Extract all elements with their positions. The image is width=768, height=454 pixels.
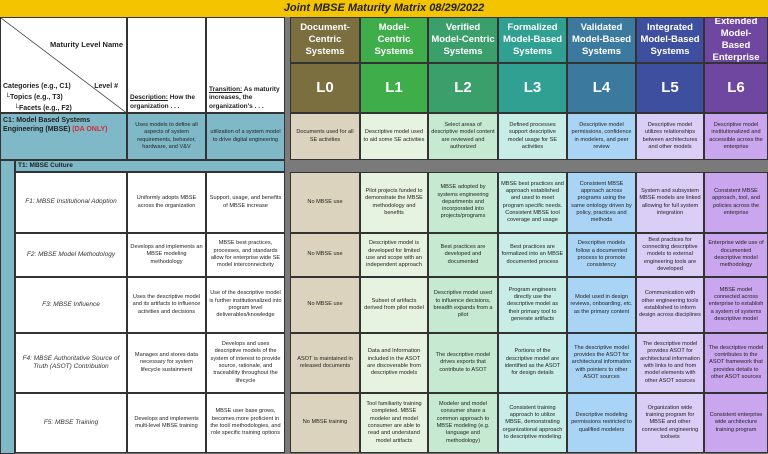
level-number-label: Level # [94, 83, 118, 90]
category-cell-L3: Defined processes support descriptive model usage for SE activities [498, 113, 567, 160]
facet-cell-L2: Modeler and model consumer share a common approach to MBSE modeling (e.g. language and methodology) [428, 393, 498, 453]
facet-cell-L5: The descriptive model provides ASOT for architectural information with links to and from model elements with other ASOT sources [636, 333, 704, 393]
topic-sidebar [0, 160, 15, 454]
category-cell-L4: Descriptive model permissions, confidence in modelers, and peer review [567, 113, 636, 160]
facet-name: F3: MBSE Influence [15, 277, 127, 333]
facet-cell-L3: Consistent training approach to utilize MBSE, demonstrating organizational approach to descriptive modeling [498, 393, 567, 453]
facet-name: F2: MBSE Model Methodology [15, 233, 127, 277]
facet-cell-L3: MBSE best practices and approach established and used to meet program specific needs. Consistent MBSE tool coverage and usage [498, 172, 567, 233]
facet-cell-L6: Consistent MBSE approach, tool, and policies across the enterprise [704, 172, 768, 233]
facet-cell-L4: Descriptive modeling permissions restricted to qualified modelers [567, 393, 636, 453]
facet-cell-L6: MBSE model connected across enterprise to establish a system of systems descriptive model [704, 277, 768, 333]
level-id-L3: L3 [498, 63, 567, 113]
facet-cell-L5: Best practices for connecting descriptive models to external engineering tools are developed [636, 233, 704, 277]
category-cell-L0: Documents used for all SE activities [290, 113, 360, 160]
category-cell-L6: Descriptive model institutionalized and accessible across the enterprise [704, 113, 768, 160]
facet-cell-L2: The descriptive model drives exports that contribute to ASOT [428, 333, 498, 393]
category-tag: (DA ONLY) [72, 126, 108, 134]
facet-cell-L2: Descriptive model used to influence decisions, breadth expands from a pilot [428, 277, 498, 333]
facet-cell-L4: Consistent MBSE approach across programs using the same ontology driven by policy, practices and methods [567, 172, 636, 233]
header-corner [0, 17, 127, 113]
topic-band-gap [290, 160, 768, 172]
level-name-L3: Formalized Model-Based Systems [498, 17, 567, 63]
facet-description: Develops and implements multi-level MBSE training [127, 393, 206, 453]
facet-cell-L0: ASOT is maintained in released documents [290, 333, 360, 393]
facet-cell-L4: Descriptive models follow a documented process to promote consistency [567, 233, 636, 277]
facet-cell-L2: MBSE adopted by systems engineering departments and incorporated into projects/programs [428, 172, 498, 233]
facet-cell-L6: The descriptive model contributes to the ASOT framework that provides details to other ASOT sources [704, 333, 768, 393]
description-header [127, 17, 206, 113]
facets-label: └Facets (e.g., F2) [14, 105, 72, 112]
facet-cell-L5: Communication with other engineering tools established to inform design across disciplines [636, 277, 704, 333]
facet-cell-L4: Model used in design reviews, onboarding, etc. as the primary content [567, 277, 636, 333]
facet-cell-L6: Enterprise wide use of documented descriptive model methodology [704, 233, 768, 277]
level-id-L1: L1 [360, 63, 428, 113]
facet-cell-L0: No MBSE use [290, 233, 360, 277]
maturity-level-name-label: Maturity Level Name [50, 40, 123, 49]
category-cell-L1: Descriptive model used to aid some SE activities [360, 113, 428, 160]
facet-cell-L5: Organization wide training program for MBSE and other connected engineering toolsets [636, 393, 704, 453]
facet-cell-L1: Descriptive model is developed for limited use and scope with an independent approach [360, 233, 428, 277]
topic-t1: T1: MBSE Culture [15, 160, 285, 172]
facet-cell-L6: Consistent enterprise wide architecture training program [704, 393, 768, 453]
facet-transition: MBSE best practices, processes, and standards allow for enterprise wide SE model interconnectivity [206, 233, 285, 277]
transition-header-label: Transition: [209, 85, 243, 93]
facet-cell-L3: Portions of the descriptive model are identified as the ASOT for design details [498, 333, 567, 393]
description-header-label: Description: [130, 94, 168, 102]
facet-cell-L0: No MBSE use [290, 277, 360, 333]
level-name-L6: Extended Model-Based Enterprise [704, 17, 768, 63]
facet-transition: Use of the descriptive model is further institutionalized into program level deliverables/knowledge [206, 277, 285, 333]
facet-cell-L0: No MBSE training [290, 393, 360, 453]
facet-cell-L5: System and subsystem MBSE models are linked allowing for full system integration [636, 172, 704, 233]
category-cell-L2: Select areas of descriptive model content are reviewed and authorized [428, 113, 498, 160]
category-name: C1: Model Based Systems Engineering (MBSE) [3, 117, 91, 134]
facet-cell-L0: No MBSE use [290, 172, 360, 233]
level-id-L5: L5 [636, 63, 704, 113]
categories-label: Categories (e.g., C1) [3, 83, 71, 90]
level-id-L0: L0 [290, 63, 360, 113]
facet-description: Manages and stores data necessary for system lifecycle sustainment [127, 333, 206, 393]
facet-cell-L1: Subset of artifacts derived from pilot model [360, 277, 428, 333]
category-transition: utilization of a system model to drive digital engineering [206, 113, 285, 160]
facet-description: Uniformly adopts MBSE across the organization [127, 172, 206, 233]
category-description: Uses models to define all aspects of system requirements, behavior, hardware, and V&V [127, 113, 206, 160]
facet-cell-L3: Best practices are formalized into an MBSE documented process [498, 233, 567, 277]
description-header-text: How the organization . . . [130, 94, 196, 110]
topics-label: └Topics (e.g., T3) [5, 94, 63, 101]
level-id-L6: L6 [704, 63, 768, 113]
facet-description: Uses the descriptive model and its artifacts to influence activities and decisions [127, 277, 206, 333]
level-id-L4: L4 [567, 63, 636, 113]
facet-cell-L1: Data and Information included in the ASOT are discoverable from descriptive models [360, 333, 428, 393]
level-id-L2: L2 [428, 63, 498, 113]
level-name-L0: Document-Centric Systems [290, 17, 360, 63]
facet-cell-L4: The descriptive model provides the ASOT for architectural information with pointers to other ASOT sources [567, 333, 636, 393]
facet-name: F1: MBSE Institutional Adoption [15, 172, 127, 233]
facet-transition: Develops and uses descriptive models of the system of interest to provide source, rationale, and traceability throughout the lifecycle [206, 333, 285, 393]
facet-transition: Support, usage, and benefits of MBSE increase [206, 172, 285, 233]
facet-cell-L1: Tool familiarity training completed. MBSE modeler and model consumer are able to read and understand model artifacts [360, 393, 428, 453]
facet-transition: MBSE user base grows, becomes more proficient in the tool/ methodologies, and role specific training options [206, 393, 285, 453]
level-name-L4: Validated Model-Based Systems [567, 17, 636, 63]
matrix-title: Joint MBSE Maturity Matrix 08/29/2022 [0, 0, 768, 18]
category-cell-L5: Descriptive model utilizes relationships between architectures and other models [636, 113, 704, 160]
facet-name: F5: MBSE Training [15, 393, 127, 453]
level-name-L1: Model-Centric Systems [360, 17, 428, 63]
transition-header [206, 17, 285, 113]
facet-cell-L1: Pilot projects funded to demonstrate the MBSE methodology and benefits [360, 172, 428, 233]
facet-description: Develops and implements an MBSE modeling methodology [127, 233, 206, 277]
level-name-L5: Integrated Model-Based Systems [636, 17, 704, 63]
facet-cell-L3: Program engineers directly use the descriptive model as their primary tool to generate artifacts [498, 277, 567, 333]
matrix-grid [0, 17, 768, 454]
facet-cell-L2: Best practices are developed and documented [428, 233, 498, 277]
facet-name: F4: MBSE Authoritative Source of Truth (ASOT) Contribution [15, 333, 127, 393]
level-name-L2: Verified Model-Centric Systems [428, 17, 498, 63]
category-c1 [0, 113, 127, 160]
transition-header-text: As maturity increases, the organization's . . . [209, 85, 280, 110]
